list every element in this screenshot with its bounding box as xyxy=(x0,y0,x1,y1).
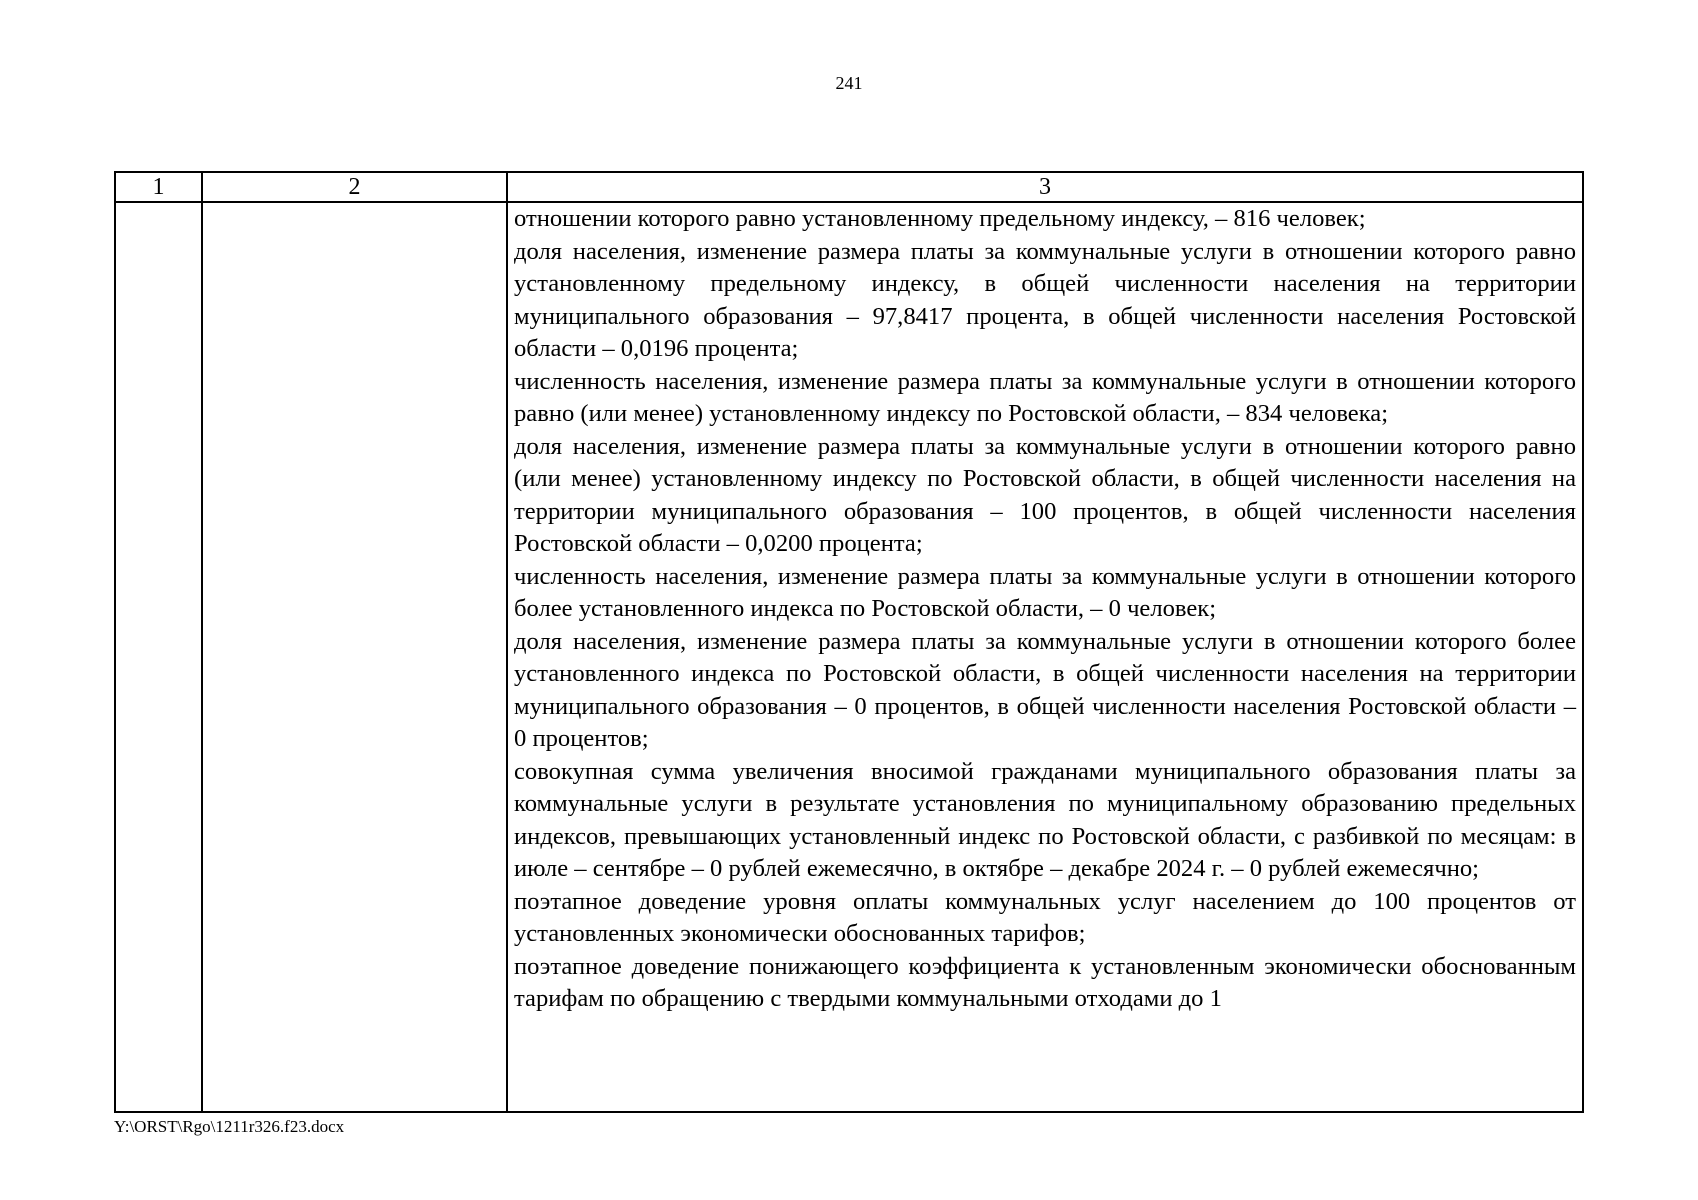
paragraph-8: поэтапное доведение уровня оплаты коммунальных услуг населением до 100 процентов от установленных экономически обоснованных тарифов; xyxy=(514,887,1576,947)
paragraph-9: поэтапное доведение понижающего коэффициента к установленным экономически обоснованным тарифам по обращению с твердыми коммунальными отходами до 1 xyxy=(514,952,1576,1012)
table-header-row xyxy=(115,172,1583,202)
header-cell-1: 1 xyxy=(115,172,202,202)
paragraph-7: совокупная сумма увеличения вносимой гражданами муниципального образования платы за коммунальные услуги в результате установления по муниципальному образованию предельных индексов, превышающих установленный индекс по Ростовской области, с разбивкой по месяцам: в июле – сентябре – 0 рублей ежемесячно, в октябре – декабре 2024 г. – 0 рублей ежемесячно; xyxy=(514,757,1576,882)
paragraph-3: численность населения, изменение размера платы за коммунальные услуги в отношении которого равно (или менее) установленному индексу по Ростовской области, – 834 человека; xyxy=(514,367,1576,427)
page-number: 241 xyxy=(835,73,863,93)
body-cell-1 xyxy=(115,202,202,1112)
content-table xyxy=(114,171,1584,1113)
paragraph-2: доля населения, изменение размера платы за коммунальные услуги в отношении которого равно установленному предельному индексу, в общей численности населения на территории муниципального образования – 97,8417 процента, в общей численности населения Ростовской области – 0,0196 процента; xyxy=(514,237,1576,362)
table-row xyxy=(115,202,1583,1112)
paragraph-6: доля населения, изменение размера платы за коммунальные услуги в отношении которого более установленного индекса по Ростовской области, в общей численности населения на территории муниципального образования – 0 процентов, в общей численности населения Ростовской области – 0 процентов; xyxy=(514,627,1576,752)
paragraph-1: отношении которого равно установленному предельному индексу, – 816 человек; xyxy=(514,205,1366,232)
header-cell-2: 2 xyxy=(202,172,507,202)
paragraph-5: численность населения, изменение размера платы за коммунальные услуги в отношении которого более установленного индекса по Ростовской области, – 0 человек; xyxy=(514,562,1576,622)
header-cell-3: 3 xyxy=(507,172,1583,202)
body-cell-2 xyxy=(202,202,507,1112)
paragraph-4: доля населения, изменение размера платы за коммунальные услуги в отношении которого равно (или менее) установленному индексу по Ростовской области, в общей численности населения на территории муниципального образования – 100 процентов, в общей численности населения Ростовской области – 0,0200 процента; xyxy=(514,432,1576,557)
footer-file-path: Y:\ORST\Rgo\1211r326.f23.docx xyxy=(114,1117,345,1136)
body-cell-3 xyxy=(507,202,1583,1112)
